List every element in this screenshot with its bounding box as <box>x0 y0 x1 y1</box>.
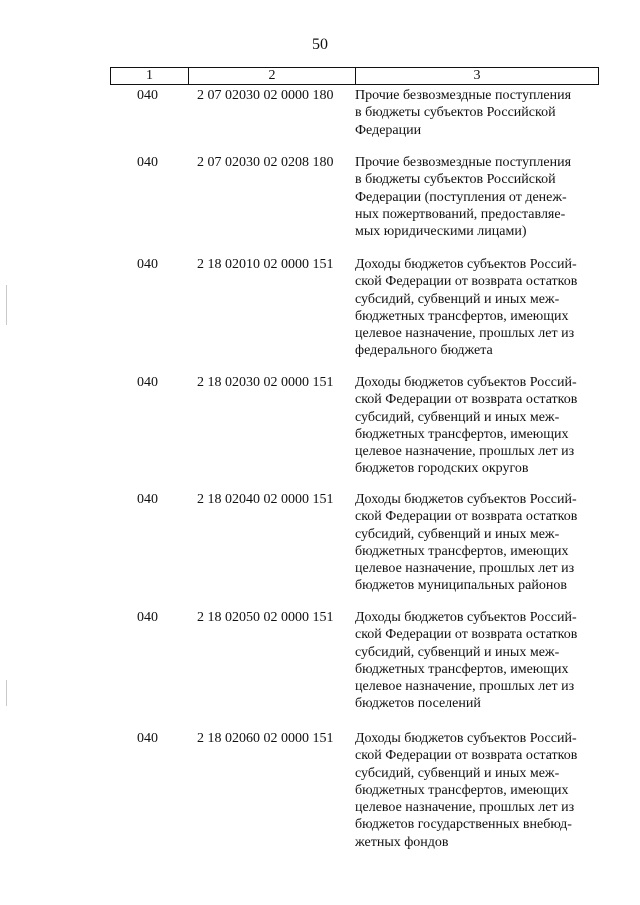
description-line: субсидий, субвенций и иных меж- <box>355 291 560 307</box>
description-line: целевое назначение, прошлых лет из <box>355 679 575 695</box>
income-description <box>355 154 600 240</box>
income-description <box>355 491 600 595</box>
budget-code: 2 18 02030 02 0000 151 <box>197 375 334 390</box>
description-line: бюджетов поселений <box>355 696 481 712</box>
description-line: субсидий, субвенций и иных меж- <box>355 409 560 425</box>
admin-code: 040 <box>137 375 158 390</box>
table-header <box>110 67 599 85</box>
column-header-1: 1 <box>111 68 189 84</box>
description-line: Федерации <box>355 122 422 138</box>
description-line: субсидий, субвенций и иных меж- <box>355 526 560 542</box>
description-line: в бюджеты субъектов Российской <box>355 172 556 188</box>
budget-code: 2 07 02030 02 0208 180 <box>197 155 334 170</box>
income-description <box>355 730 600 851</box>
income-description <box>355 256 600 360</box>
description-line: Доходы бюджетов субъектов Россий- <box>355 731 577 746</box>
scan-edge-mark <box>6 285 7 325</box>
page-number: 50 <box>312 36 328 53</box>
description-line: бюджетных трансфертов, имеющих <box>355 782 569 798</box>
description-line: бюджетов муниципальных районов <box>355 578 567 594</box>
description-line: ных пожертвований, предоставляе- <box>355 206 566 222</box>
income-description <box>355 87 600 139</box>
admin-code: 040 <box>137 610 158 625</box>
description-line: бюджетных трансфертов, имеющих <box>355 308 569 324</box>
description-line: ской Федерации от возврата остатков <box>355 748 578 764</box>
budget-code: 2 18 02040 02 0000 151 <box>197 492 334 507</box>
description-line: ской Федерации от возврата остатков <box>355 392 578 408</box>
column-header-3: 3 <box>473 68 481 83</box>
admin-code: 040 <box>137 257 158 272</box>
column-header-2: 2 <box>189 68 356 84</box>
budget-code: 2 18 02050 02 0000 151 <box>197 610 334 625</box>
description-line: целевое назначение, прошлых лет из <box>355 444 575 460</box>
description-line: целевое назначение, прошлых лет из <box>355 326 575 342</box>
admin-code: 040 <box>137 155 158 170</box>
admin-code: 040 <box>137 88 158 103</box>
description-line: бюджетных трансфертов, имеющих <box>355 426 569 442</box>
admin-code: 040 <box>137 492 158 507</box>
description-line: субсидий, субвенций и иных меж- <box>355 765 560 781</box>
description-line: федерального бюджета <box>355 343 493 359</box>
description-line: Прочие безвозмездные поступления <box>355 155 572 170</box>
description-line: Федерации (поступления от денеж- <box>355 189 567 205</box>
income-description <box>355 609 600 713</box>
admin-code: 040 <box>137 731 158 746</box>
description-line: Доходы бюджетов субъектов Россий- <box>355 257 577 272</box>
description-line: Доходы бюджетов субъектов Россий- <box>355 610 577 625</box>
description-line: мых юридическими лицами) <box>355 224 527 240</box>
description-line: субсидий, субвенций и иных меж- <box>355 644 560 660</box>
description-line: бюджетных трансфертов, имеющих <box>355 543 569 559</box>
description-line: целевое назначение, прошлых лет из <box>355 800 575 816</box>
description-line: жетных фондов <box>355 834 449 850</box>
description-line: бюджетных трансфертов, имеющих <box>355 661 569 677</box>
description-line: ской Федерации от возврата остатков <box>355 627 578 643</box>
description-line: Доходы бюджетов субъектов Россий- <box>355 375 577 390</box>
description-line: целевое назначение, прошлых лет из <box>355 561 575 577</box>
description-line: в бюджеты субъектов Российской <box>355 105 556 121</box>
description-line: Прочие безвозмездные поступления <box>355 88 572 103</box>
description-line: Доходы бюджетов субъектов Россий- <box>355 492 577 507</box>
scan-edge-mark <box>6 680 7 706</box>
income-description <box>355 374 600 478</box>
description-line: бюджетов государственных внебюд- <box>355 817 572 833</box>
budget-code: 2 18 02010 02 0000 151 <box>197 257 334 272</box>
budget-code: 2 07 02030 02 0000 180 <box>197 88 334 103</box>
budget-code: 2 18 02060 02 0000 151 <box>197 731 334 746</box>
description-line: ской Федерации от возврата остатков <box>355 274 578 290</box>
description-line: бюджетов городских округов <box>355 461 529 477</box>
description-line: ской Федерации от возврата остатков <box>355 509 578 525</box>
